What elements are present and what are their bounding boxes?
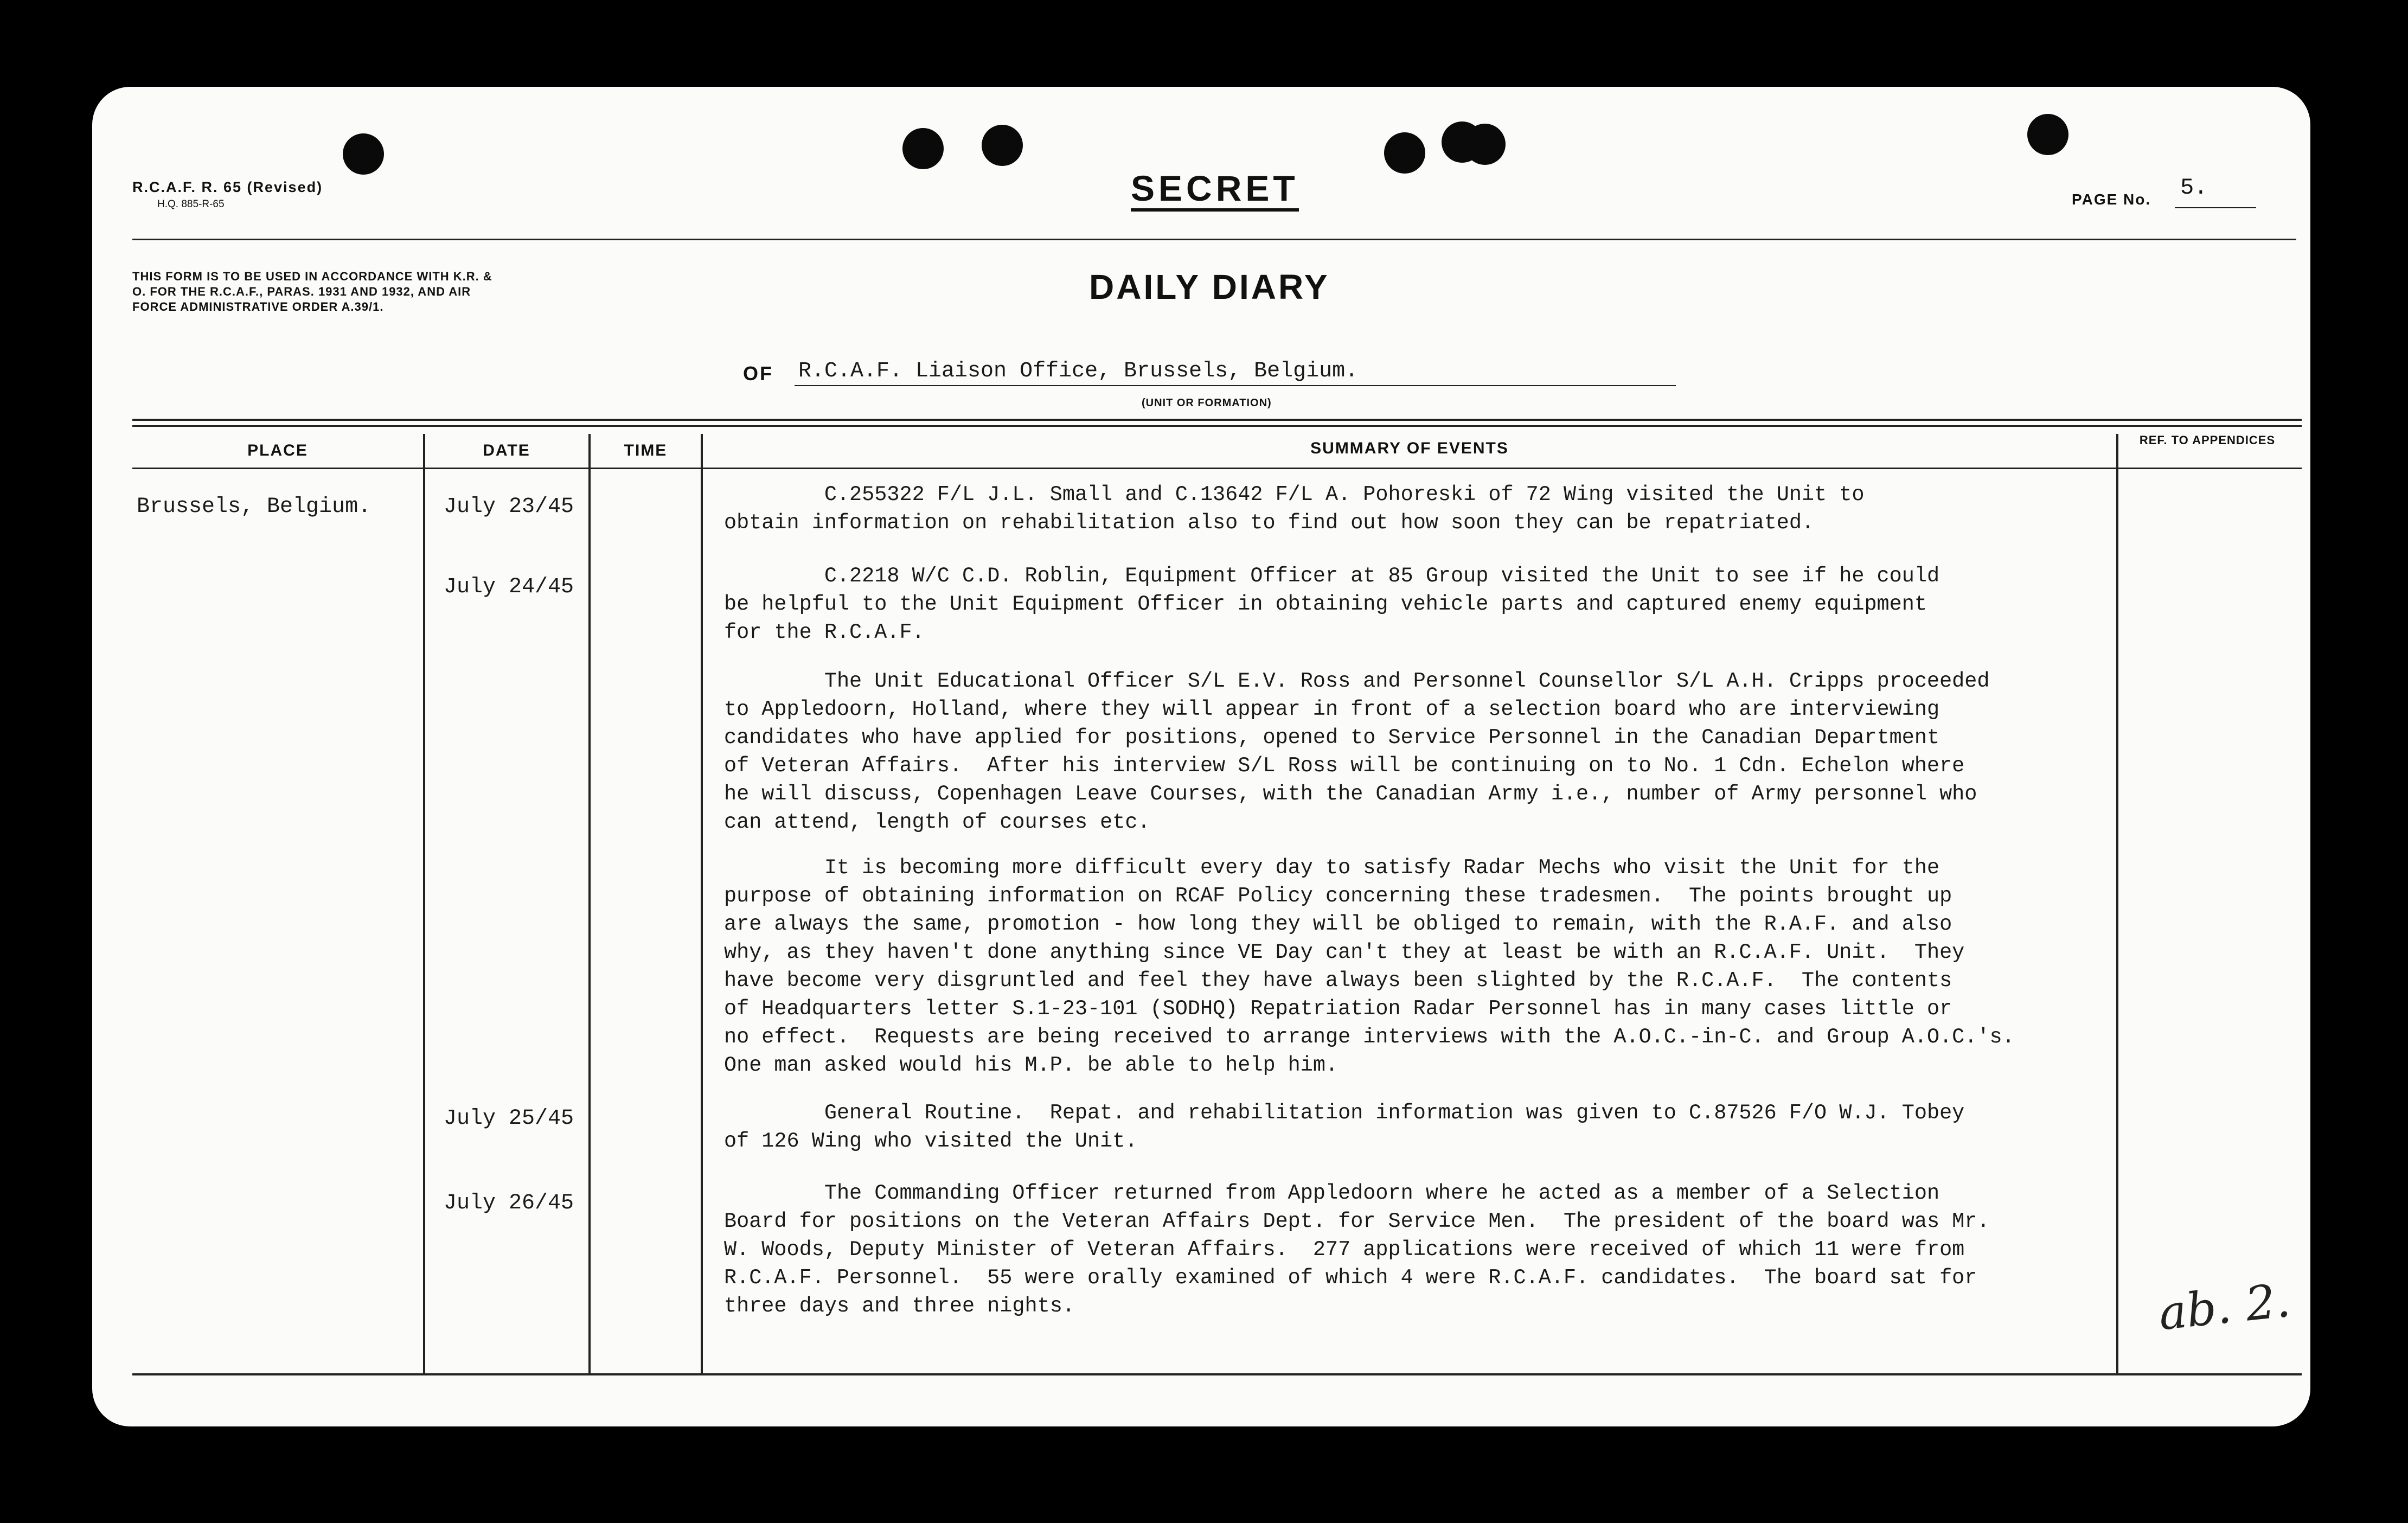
col-header-time: TIME: [624, 441, 668, 459]
page-label: PAGE No.: [2072, 191, 2151, 208]
of-label: OF: [743, 362, 773, 385]
form-id: R.C.A.F. R. 65 (Revised): [132, 179, 323, 195]
col-divider-date: [588, 434, 591, 1375]
unit-name: R.C.A.F. Liaison Office, Brussels, Belgium.: [798, 359, 1359, 383]
form-note: THIS FORM IS TO BE USED IN ACCORDANCE WITH K.R. & O. FOR THE R.C.A.F., PARAS. 1931 AND 1932, AND AIR FORCE ADMINISTRATIVE ORDER A.39/1.: [132, 270, 492, 313]
table-top-rule-1: [132, 419, 2302, 421]
hq-ref: H.Q. 885-R-65: [157, 199, 225, 210]
punch-hole-3: [982, 125, 1023, 166]
col-header-place: PLACE: [247, 441, 308, 459]
unit-caption: (UNIT OR FORMATION): [1142, 397, 1272, 409]
page-number: 5.: [2180, 175, 2208, 201]
summary-entry-1: C.255322 F/L J.L. Small and C.13642 F/L A. Pohoreski of 72 Wing visited the Unit to obtain information on rehabilitation also to find out how soon they can be repatriated.: [724, 483, 1865, 535]
punch-hole-1: [343, 133, 384, 175]
header-rule: [132, 239, 2296, 240]
col-header-summary: SUMMARY OF EVENTS: [1310, 439, 1509, 457]
date-entry-3: July 25/45: [444, 1106, 574, 1131]
punch-hole-4: [1384, 132, 1425, 174]
appendix-handwritten-note: ab. 2.: [2156, 1273, 2293, 1341]
summary-entry-2: C.2218 W/C C.D. Roblin, Equipment Officer at 85 Group visited the Unit to see if he could be helpful to the Unit Equipment Officer in obtaining vehicle parts and captured enemy equipment for the R.C.A.F.: [724, 564, 1940, 644]
punch-hole-6: [1464, 124, 1506, 165]
classification-stamp: SECRET: [1131, 168, 1299, 212]
unit-underline: [795, 385, 1676, 386]
summary-entry-4: It is becoming more difficult every day to satisfy Radar Mechs who visit the Unit for the purpose of obtaining information on RCAF Policy concerning these tradesmen. The points brought up are always the same, promotion - how long they will be obliged to remain, with the R.A.F. and also why, as they haven't done anything since VE Day can't they at least be with an R.C.A.F. Unit. They have become very disgruntled and feel they have always been slighted by the R.C.A.F. The contents of Headquarters letter S.1-23-101 (SODHQ) Repatriation Radar Personnel has in many cases little or no effect. Requests are being received to arrange interviews with the A.O.C.-in-C. and Group A.O.C.'s. One man asked would his M.P. be able to help him.: [724, 856, 2015, 1077]
date-entry-2: July 24/45: [444, 575, 574, 599]
diary-title: DAILY DIARY: [1089, 267, 1330, 306]
punch-hole-2: [902, 128, 944, 169]
summary-entry-6: The Commanding Officer returned from Appledoorn where he acted as a member of a Selection Board for positions on the Veteran Affairs Dept. for Service Men. The president of the board was Mr. W. Woods, Deputy Minister of Veteran Affairs. 277 applications were received of which 11 were from R.C.A.F. Personnel. 55 were orally examined of which 4 were R.C.A.F. candidates. The board sat for three days and three nights.: [724, 1181, 1990, 1318]
table-top-rule-2: [132, 425, 2302, 427]
punch-hole-7: [2027, 114, 2068, 155]
table-head-rule: [132, 468, 2302, 469]
place-value: Brussels, Belgium.: [137, 495, 372, 519]
col-divider-time: [701, 434, 703, 1375]
table-bottom-rule: [132, 1373, 2302, 1375]
page-number-underline: [2175, 207, 2256, 208]
col-header-date: DATE: [483, 441, 530, 459]
summary-entry-3: The Unit Educational Officer S/L E.V. Ross and Personnel Counsellor S/L A.H. Cripps proceeded to Appledoorn, Holland, where they will appear in front of a selection board who are interviewing candidates who have applied for positions, opened to Service Personnel in the Canadian Department of Veteran Affairs. After his interview S/L Ross will be continuing on to No. 1 Cdn. Echelon where he will discuss, Copenhagen Leave Courses, with the Canadian Army i.e., number of Army personnel who can attend, length of courses etc.: [724, 669, 1990, 834]
col-header-ref: REF. TO APPENDICES: [2139, 433, 2276, 447]
col-divider-place: [423, 434, 425, 1375]
diary-page: [92, 87, 2310, 1426]
summary-entry-5: General Routine. Repat. and rehabilitation information was given to C.87526 F/O W.J. Tobey of 126 Wing who visited the Unit.: [724, 1101, 1965, 1153]
date-entry-1: July 23/45: [444, 495, 574, 519]
date-entry-4: July 26/45: [444, 1191, 574, 1215]
